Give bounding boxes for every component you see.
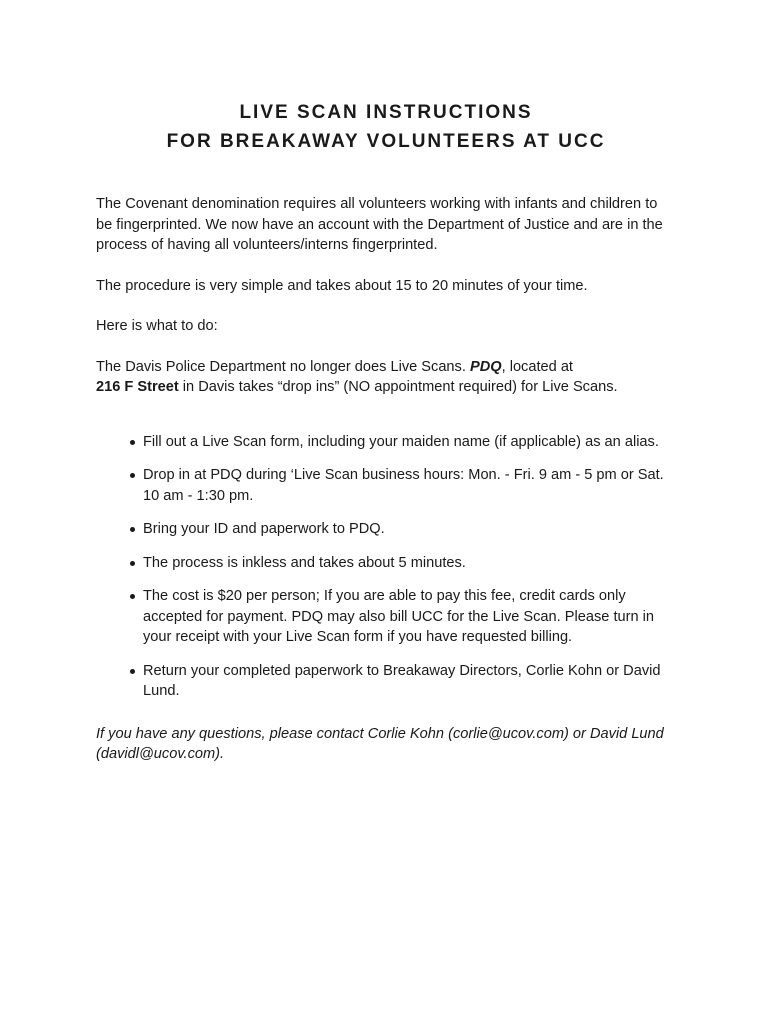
list-item: Fill out a Live Scan form, including your maiden name (if applicable) as an alias. [130, 432, 676, 453]
procedure-paragraph: The procedure is very simple and takes about 15 to 20 minutes of your time. [96, 277, 588, 294]
document-title [96, 98, 676, 156]
title-line-1: LIVE SCAN INSTRUCTIONS [239, 102, 533, 123]
what-to-do-paragraph: Here is what to do: [96, 318, 218, 334]
pdq-name: PDQ [469, 358, 502, 375]
pdq-address: 216 F Street [96, 379, 179, 395]
list-item: Drop in at PDQ during ‘Live Scan business hours: Mon. - Fri. 9 am - 5 pm or Sat. 10 am - 1:30 pm. [130, 465, 676, 506]
list-item: The cost is $20 per person; If you are able to pay this fee, credit cards only accepted for payment. PDQ may also bill UCC for the Live Scan. Please turn in your receipt with your Live Scan form if you have requested billing. [130, 586, 676, 648]
location-mid: , located at [501, 358, 573, 375]
document-page [96, 98, 676, 785]
location-prefix: The Davis Police Department no longer does Live Scans. [96, 358, 470, 375]
list-item: Return your completed paperwork to Breakaway Directors, Corlie Kohn or David Lund. [130, 661, 676, 702]
intro-paragraph: The Covenant denomination requires all volunteers working with infants and children to be fingerprinted. We now have an account with the Department of Justice and are in the process of having all volunteers/interns fingerprinted. [96, 196, 663, 253]
steps-list [96, 432, 676, 702]
title-line-2: FOR BREAKAWAY VOLUNTEERS AT UCC [166, 131, 606, 152]
list-item: Bring your ID and paperwork to PDQ. [130, 519, 676, 540]
contact-paragraph: If you have any questions, please contact Corlie Kohn (corlie@ucov.com) or David Lund (davidl@ucov.com). [96, 725, 664, 762]
location-suffix: in Davis takes “drop ins” (NO appointment required) for Live Scans. [178, 379, 618, 395]
list-item: The process is inkless and takes about 5 minutes. [130, 553, 676, 574]
location-paragraph [96, 357, 676, 398]
